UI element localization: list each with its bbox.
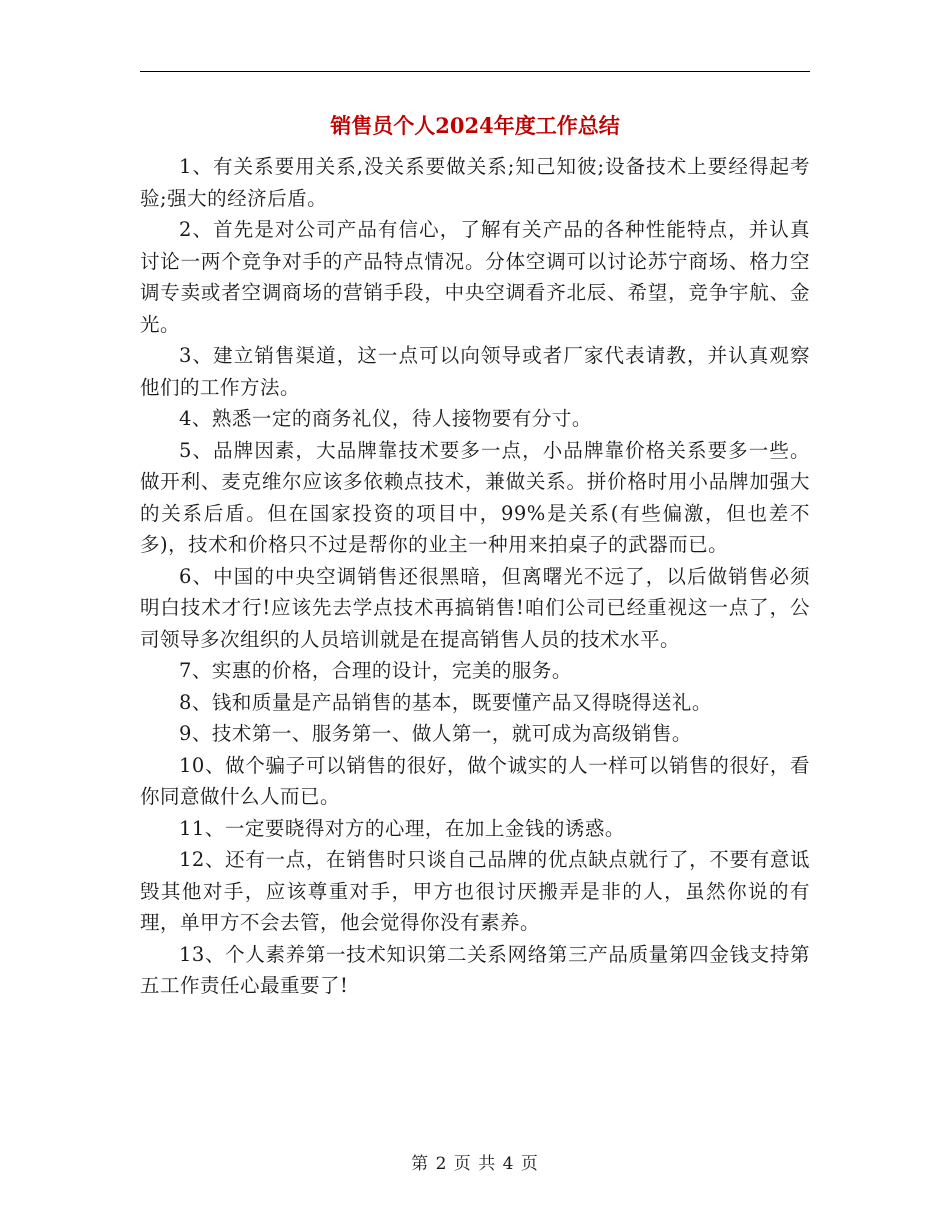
paragraph-3: 3、建立销售渠道，这一点可以向领导或者厂家代表请教，并认真观察他们的工作方法。	[140, 344, 810, 399]
paragraph-1: 1、有关系要用关系,没关系要做关系;知己知彼;设备技术上要经得起考验;强大的经济后盾。	[140, 155, 810, 210]
document-body	[140, 151, 810, 1002]
paragraph-5: 5、品牌因素，大品牌靠技术要多一点，小品牌靠价格关系要多一些。做开利、麦克维尔应该多依赖点技术，兼做关系。拼价格时用小品牌加强大的关系后盾。但在国家投资的项目中，99%是关系(有些偏激，但也差不多)，技术和价格只不过是帮你的业主一种用来拍桌子的武器而已。	[140, 438, 810, 556]
paragraph-8: 8、钱和质量是产品销售的基本，既要懂产品又得晓得送礼。	[179, 690, 712, 714]
paragraph-13: 13、个人素养第一技术知识第二关系网络第三产品质量第四金钱支持第五工作责任心最重要了!	[140, 942, 810, 997]
paragraph-12: 12、还有一点，在销售时只谈自己品牌的优点缺点就行了，不要有意诋毁其他对手，应该尊重对手，甲方也很讨厌搬弄是非的人，虽然你说的有理，单甲方不会去管，他会觉得你没有素养。	[140, 848, 810, 934]
header-rule	[140, 71, 810, 72]
paragraph-7: 7、实惠的价格，合理的设计，完美的服务。	[179, 659, 572, 682]
document-title: 销售员个人2024年度工作总结	[330, 113, 620, 138]
paragraph-10: 10、做个骗子可以销售的很好，做个诚实的人一样可以销售的很好，看你同意做什么人而已。	[140, 753, 810, 808]
paragraph-4: 4、熟悉一定的商务礼仪，待人接物要有分寸。	[179, 407, 592, 430]
paragraph-6: 6、中国的中央空调销售还很黑暗，但离曙光不远了，以后做销售必须明白技术才行!应该先去学点技术再搞销售!咱们公司已经重视这一点了，公司领导多次组织的人员培训就是在提高销售人员的技术水平。	[140, 564, 810, 651]
page-number-footer: 第 2 页 共 4 页	[411, 1154, 539, 1174]
paragraph-2: 2、首先是对公司产品有信心，了解有关产品的各种性能特点，并认真讨论一两个竞争对手的产品特点情况。分体空调可以讨论苏宁商场、格力空调专卖或者空调商场的营销手段，中央空调看齐北辰、希望，竞争宇航、金光。	[140, 218, 810, 336]
paragraph-11: 11、一定要晓得对方的心理，在加上金钱的诱惑。	[179, 816, 625, 840]
paragraph-9: 9、技术第一、服务第一、做人第一，就可成为高级销售。	[179, 722, 692, 745]
